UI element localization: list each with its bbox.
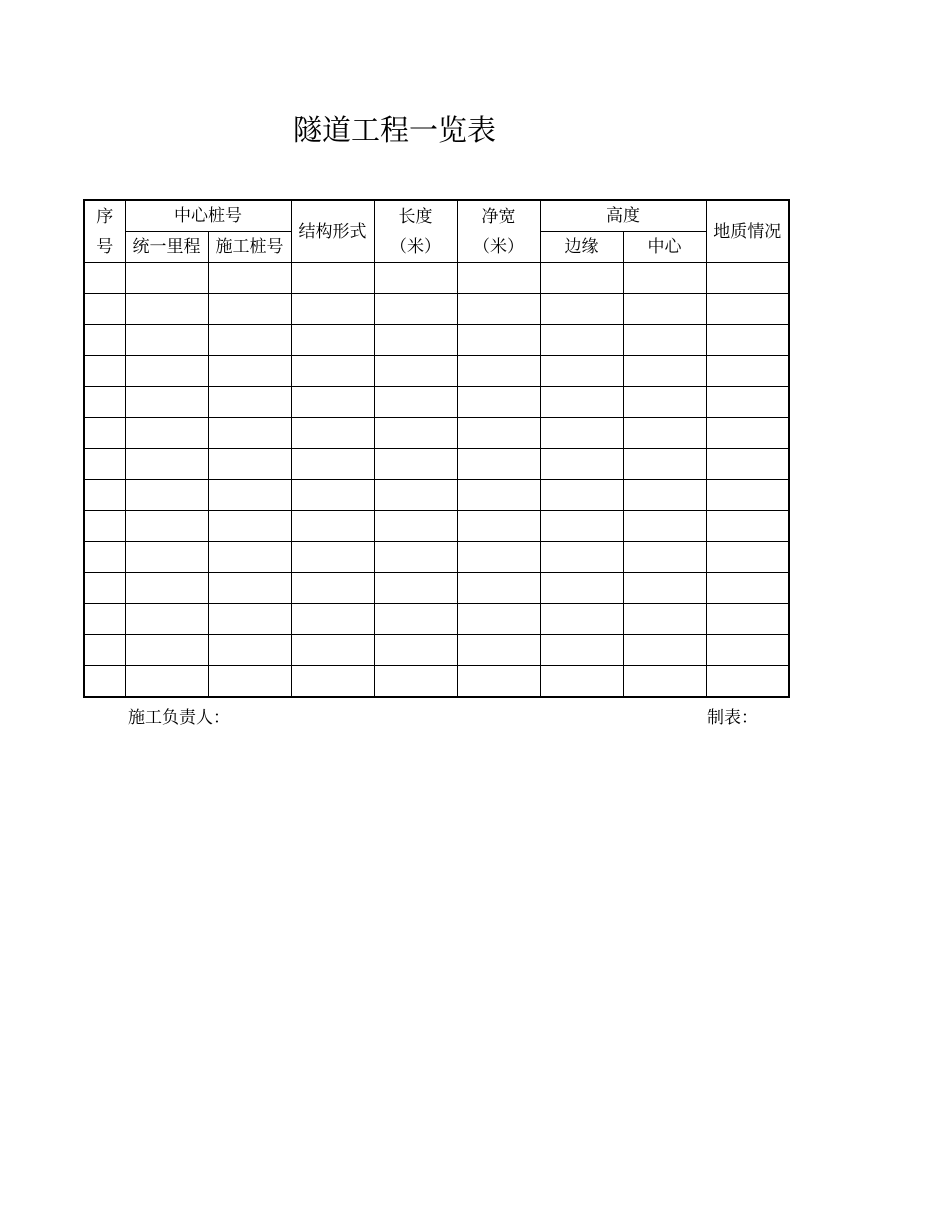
table-cell (84, 666, 125, 698)
table-cell (540, 263, 623, 294)
table-cell (291, 356, 374, 387)
table-cell (208, 604, 291, 635)
table-cell (540, 666, 623, 698)
table-cell (457, 666, 540, 698)
table-cell (457, 635, 540, 666)
table-cell (84, 511, 125, 542)
header-construction-stake: 施工桩号 (208, 232, 291, 263)
table-cell (540, 449, 623, 480)
table-cell (125, 325, 208, 356)
table-cell (706, 294, 789, 325)
table-cell (125, 573, 208, 604)
table-cell (623, 294, 706, 325)
table-cell (540, 480, 623, 511)
table-cell (125, 294, 208, 325)
table-cell (291, 604, 374, 635)
table-cell (623, 542, 706, 573)
table-row (84, 263, 789, 294)
table-cell (374, 418, 457, 449)
table-row (84, 511, 789, 542)
header-seq-line1: 序 (96, 206, 114, 227)
table-cell (706, 666, 789, 698)
table-cell (706, 263, 789, 294)
table-cell (208, 356, 291, 387)
table-cell (291, 325, 374, 356)
table-cell (374, 356, 457, 387)
header-unified-mileage: 统一里程 (125, 232, 208, 263)
table-cell (457, 294, 540, 325)
table-row (84, 325, 789, 356)
table-cell (623, 666, 706, 698)
table-cell (706, 573, 789, 604)
table-cell (374, 294, 457, 325)
table-cell (125, 449, 208, 480)
table-cell (706, 418, 789, 449)
table-row (84, 573, 789, 604)
tunnel-table (83, 199, 790, 698)
table-cell (623, 263, 706, 294)
table-cell (457, 604, 540, 635)
table-cell (374, 511, 457, 542)
table-cell (623, 387, 706, 418)
table-cell (84, 294, 125, 325)
table-cell (84, 480, 125, 511)
header-geology: 地质情况 (706, 200, 789, 263)
header-structure-form: 结构形式 (291, 200, 374, 263)
table-cell (706, 356, 789, 387)
table-row (84, 635, 789, 666)
table-cell (706, 511, 789, 542)
header-clear-width (457, 200, 540, 263)
table-cell (706, 635, 789, 666)
table-cell (125, 604, 208, 635)
table-cell (374, 263, 457, 294)
table-cell (208, 294, 291, 325)
table-cell (706, 387, 789, 418)
table-cell (540, 294, 623, 325)
table-cell (208, 263, 291, 294)
table-cell (457, 449, 540, 480)
table-row (84, 356, 789, 387)
table-row (84, 418, 789, 449)
table-cell (374, 573, 457, 604)
table-cell (374, 604, 457, 635)
table-cell (125, 263, 208, 294)
header-length-line1: 长度 (398, 206, 433, 227)
table-cell (291, 573, 374, 604)
construction-lead-label: 施工负责人： (128, 708, 230, 728)
table-cell (291, 449, 374, 480)
tabulator-label: 制表： (707, 708, 758, 728)
table-cell (540, 542, 623, 573)
header-length-line2: （米） (390, 236, 441, 257)
table-cell (125, 635, 208, 666)
header-seq-line2: 号 (96, 236, 114, 257)
table-row (84, 449, 789, 480)
table-cell (291, 542, 374, 573)
table-cell (84, 573, 125, 604)
header-clear-width-line2: （米） (473, 236, 524, 257)
table-cell (540, 511, 623, 542)
table-cell (540, 573, 623, 604)
table-cell (457, 263, 540, 294)
table-cell (457, 480, 540, 511)
table-cell (374, 542, 457, 573)
table-cell (374, 387, 457, 418)
table-cell (84, 449, 125, 480)
table-cell (540, 635, 623, 666)
table-cell (623, 511, 706, 542)
table-cell (623, 480, 706, 511)
table-cell (706, 449, 789, 480)
table-cell (84, 418, 125, 449)
table-cell (540, 387, 623, 418)
table-cell (457, 573, 540, 604)
table-cell (623, 604, 706, 635)
table-cell (84, 604, 125, 635)
table-cell (291, 294, 374, 325)
table-cell (291, 387, 374, 418)
table-cell (84, 387, 125, 418)
table-row (84, 387, 789, 418)
table-cell (208, 666, 291, 698)
table-cell (623, 325, 706, 356)
table-cell (208, 542, 291, 573)
table-cell (457, 511, 540, 542)
table-cell (208, 449, 291, 480)
table-cell (374, 666, 457, 698)
table-cell (457, 356, 540, 387)
table-cell (457, 542, 540, 573)
table-cell (291, 480, 374, 511)
table-cell (125, 356, 208, 387)
table-cell (208, 418, 291, 449)
table-cell (706, 480, 789, 511)
table-cell (291, 511, 374, 542)
table-cell (84, 635, 125, 666)
table-cell (706, 604, 789, 635)
table-cell (291, 666, 374, 698)
table-cell (291, 263, 374, 294)
table-cell (84, 263, 125, 294)
table-row (84, 604, 789, 635)
table-cell (540, 604, 623, 635)
header-row-1 (84, 200, 789, 232)
table-cell (540, 356, 623, 387)
table-cell (540, 325, 623, 356)
table-cell (623, 635, 706, 666)
header-edge: 边缘 (540, 232, 623, 263)
table-cell (623, 449, 706, 480)
table-cell (84, 356, 125, 387)
table-cell (125, 542, 208, 573)
table-cell (623, 418, 706, 449)
table-cell (208, 480, 291, 511)
table-cell (706, 325, 789, 356)
table-cell (457, 387, 540, 418)
table-cell (208, 511, 291, 542)
table-row (84, 480, 789, 511)
table-cell (374, 480, 457, 511)
header-height: 高度 (540, 200, 706, 232)
table-cell (125, 480, 208, 511)
page-title: 隧道工程一览表 (293, 113, 497, 147)
table-cell (208, 635, 291, 666)
header-seq (84, 200, 125, 263)
table-cell (84, 325, 125, 356)
table-cell (125, 666, 208, 698)
table-cell (623, 573, 706, 604)
table-cell (374, 449, 457, 480)
table-cell (374, 635, 457, 666)
table-row (84, 294, 789, 325)
table-cell (208, 573, 291, 604)
header-clear-width-line1: 净宽 (481, 206, 516, 227)
table-cell (84, 542, 125, 573)
table-cell (125, 418, 208, 449)
header-center: 中心 (623, 232, 706, 263)
table-cell (457, 325, 540, 356)
header-length (374, 200, 457, 263)
table-cell (623, 356, 706, 387)
table-cell (706, 542, 789, 573)
table-cell (457, 418, 540, 449)
table-row (84, 666, 789, 698)
table-cell (291, 418, 374, 449)
table-cell (374, 325, 457, 356)
table-cell (125, 387, 208, 418)
header-center-stake: 中心桩号 (125, 200, 291, 232)
table-cell (540, 418, 623, 449)
table-row (84, 542, 789, 573)
table-cell (208, 325, 291, 356)
table-cell (291, 635, 374, 666)
table-cell (125, 511, 208, 542)
table-cell (208, 387, 291, 418)
